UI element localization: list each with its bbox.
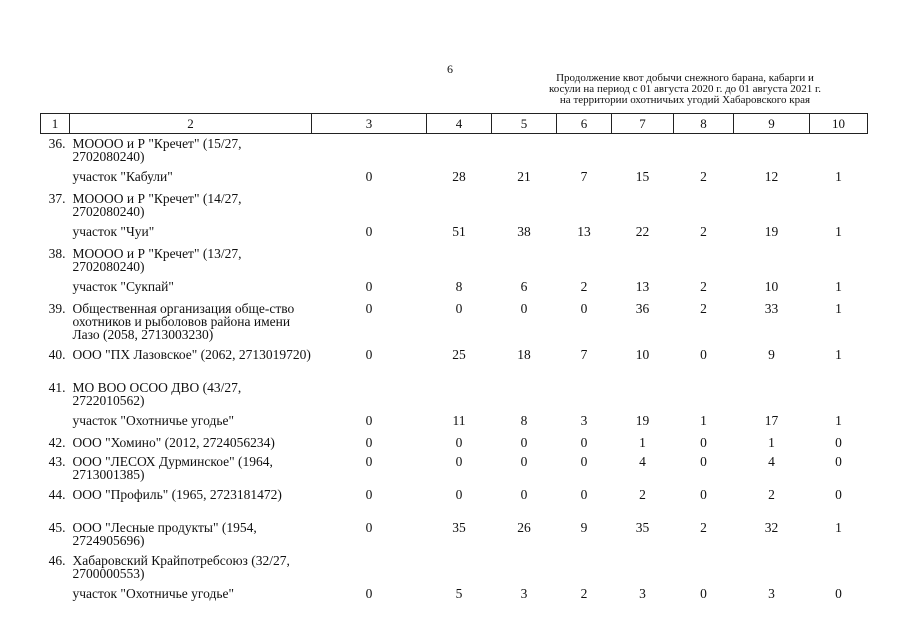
quota-value (612, 378, 674, 411)
quota-value: 2 (639, 487, 646, 502)
table-row (41, 378, 868, 411)
quota-value: 2 (700, 224, 707, 239)
quota-value: 2 (580, 279, 588, 294)
organization-name: участок "Кабули" (72, 169, 173, 184)
quota-value (492, 134, 557, 168)
quota-value: 12 (764, 169, 779, 184)
row-number: 38. (48, 246, 66, 261)
quota-value: 19 (635, 413, 650, 428)
quota-value: 0 (365, 301, 373, 316)
quota-value: 15 (635, 169, 650, 184)
organization-name: участок "Сукпай" (72, 279, 174, 294)
organization-name: участок "Чуи" (72, 224, 155, 239)
quota-value (312, 378, 427, 411)
quota-value (810, 551, 868, 584)
table-row (41, 244, 868, 277)
quota-value (810, 378, 868, 411)
quota-value: 0 (455, 487, 463, 502)
quota-value: 18 (517, 347, 531, 362)
quota-value (674, 244, 734, 277)
quota-value: 0 (580, 435, 588, 450)
row-number: 43. (48, 454, 66, 469)
quota-value (492, 378, 557, 411)
table-row (41, 452, 868, 485)
quota-value: 1 (835, 413, 842, 428)
quota-value: 7 (580, 169, 588, 184)
quota-value (612, 134, 674, 168)
quota-value (312, 551, 427, 584)
quota-value: 1 (835, 169, 842, 184)
row-number: 37. (48, 191, 66, 206)
quota-value (557, 378, 612, 411)
quota-value (492, 244, 557, 277)
quota-value (674, 551, 734, 584)
quota-value: 1 (639, 435, 646, 450)
row-number (41, 411, 70, 433)
quota-value: 3 (639, 586, 646, 601)
quota-value (312, 189, 427, 222)
row-number: 40. (48, 347, 66, 362)
quota-value: 25 (452, 347, 466, 362)
organization-name: МОООО и Р "Кречет" (14/27, 2702080240) (72, 191, 242, 219)
quota-value (810, 244, 868, 277)
quota-value: 3 (520, 586, 528, 601)
quota-value (312, 244, 427, 277)
quota-value (427, 189, 492, 222)
organization-name: ООО "Профиль" (1965, 2723181472) (72, 487, 282, 502)
quota-value: 0 (455, 454, 463, 469)
quota-value: 2 (700, 301, 707, 316)
row-number: 36. (48, 136, 66, 151)
quota-table (40, 113, 868, 606)
row-number: 46. (48, 553, 66, 568)
organization-name: Хабаровский Крайпотребсоюз (32/27, 2700000553) (72, 553, 290, 581)
quota-value: 0 (835, 435, 842, 450)
column-header: 10 (810, 114, 868, 134)
quota-value: 0 (835, 487, 842, 502)
column-header: 3 (312, 114, 427, 134)
quota-value: 21 (517, 169, 531, 184)
quota-value: 1 (835, 347, 842, 362)
row-number (41, 167, 70, 189)
quota-value: 2 (580, 586, 588, 601)
quota-value: 3 (580, 413, 588, 428)
quota-value: 0 (835, 586, 842, 601)
quota-value: 0 (580, 454, 588, 469)
organization-name: МО ВОО ОСОО ДВО (43/27, 2722010562) (72, 380, 242, 408)
caption-line-2: косули на период с 01 августа 2020 г. до 01 августа 2021 г. (548, 83, 821, 95)
table-row (41, 485, 868, 518)
quota-value: 32 (764, 520, 779, 535)
table-header-row (41, 114, 868, 134)
quota-value (492, 189, 557, 222)
quota-value: 9 (768, 347, 775, 362)
quota-value (427, 378, 492, 411)
quota-value: 11 (452, 413, 466, 428)
quota-value: 6 (520, 279, 528, 294)
quota-value: 26 (517, 520, 531, 535)
column-header: 8 (674, 114, 734, 134)
table-row (41, 189, 868, 222)
quota-value: 13 (577, 224, 591, 239)
quota-value: 0 (580, 301, 588, 316)
quota-value: 38 (517, 224, 531, 239)
organization-name: участок "Охотничье угодье" (72, 413, 234, 428)
table-row (41, 584, 868, 606)
column-header: 6 (557, 114, 612, 134)
quota-value: 13 (635, 279, 650, 294)
quota-value (734, 378, 810, 411)
quota-value: 4 (768, 454, 775, 469)
quota-value: 2 (700, 520, 707, 535)
quota-value: 1 (768, 435, 775, 450)
quota-value: 9 (580, 520, 588, 535)
quota-value (557, 244, 612, 277)
quota-value (492, 551, 557, 584)
quota-value: 0 (700, 586, 707, 601)
quota-value: 33 (764, 301, 779, 316)
quota-value (557, 134, 612, 168)
quota-value: 3 (768, 586, 775, 601)
table-row (41, 518, 868, 551)
table-body (41, 134, 868, 607)
column-header: 7 (612, 114, 674, 134)
quota-value (612, 551, 674, 584)
column-header: 9 (734, 114, 810, 134)
table-row (41, 167, 868, 189)
quota-value (427, 134, 492, 168)
organization-name: МОООО и Р "Кречет" (13/27, 2702080240) (72, 246, 242, 274)
caption-line-1: Продолжение квот добычи снежного барана, кабарги и (556, 72, 814, 84)
quota-value: 36 (635, 301, 650, 316)
quota-value: 35 (635, 520, 650, 535)
row-number: 44. (48, 487, 66, 502)
quota-value: 0 (455, 301, 463, 316)
quota-value: 1 (835, 279, 842, 294)
quota-value (427, 244, 492, 277)
quota-value (810, 189, 868, 222)
row-number (41, 584, 70, 606)
quota-value: 1 (700, 413, 707, 428)
quota-value: 0 (520, 435, 528, 450)
quota-value (674, 378, 734, 411)
quota-value: 0 (835, 454, 842, 469)
table-row (41, 433, 868, 452)
row-number: 42. (48, 435, 66, 450)
quota-value: 0 (365, 413, 373, 428)
quota-value: 10 (635, 347, 650, 362)
quota-value: 1 (835, 224, 842, 239)
quota-value: 0 (365, 224, 373, 239)
quota-value (734, 244, 810, 277)
quota-value: 22 (635, 224, 650, 239)
quota-value (810, 134, 868, 168)
row-number: 39. (48, 301, 66, 316)
quota-value: 2 (700, 169, 707, 184)
row-number (41, 222, 70, 244)
quota-value: 0 (365, 169, 373, 184)
table-row (41, 222, 868, 244)
quota-value: 7 (580, 347, 588, 362)
quota-value (734, 189, 810, 222)
quota-value: 0 (700, 454, 707, 469)
table-row (41, 345, 868, 378)
organization-name: ООО "ПХ Лазовское" (2062, 2713019720) (72, 347, 311, 362)
quota-value (557, 551, 612, 584)
quota-value: 8 (520, 413, 528, 428)
quota-value: 0 (365, 347, 373, 362)
quota-value (612, 244, 674, 277)
quota-value: 28 (452, 169, 466, 184)
table-row (41, 411, 868, 433)
quota-value (674, 189, 734, 222)
quota-value: 0 (455, 435, 463, 450)
organization-name: участок "Охотничье угодье" (72, 586, 234, 601)
quota-value: 0 (365, 454, 373, 469)
organization-name: Общественная организация обще-ство охотников и рыболовов района имени Лазо (2058, 2713003230) (72, 301, 295, 342)
organization-name: МОООО и Р "Кречет" (15/27, 2702080240) (72, 136, 242, 164)
quota-value: 2 (768, 487, 775, 502)
quota-value (557, 189, 612, 222)
column-header: 1 (41, 114, 70, 134)
quota-value: 0 (365, 435, 373, 450)
table-row (41, 551, 868, 584)
quota-value: 0 (365, 279, 373, 294)
column-header: 4 (427, 114, 492, 134)
quota-value: 0 (700, 347, 707, 362)
page-number: 6 (447, 62, 453, 76)
quota-value: 51 (452, 224, 466, 239)
organization-name: ООО "Лесные продукты" (1954, 2724905696) (72, 520, 257, 548)
quota-value: 17 (764, 413, 779, 428)
quota-value: 0 (365, 586, 373, 601)
caption-line-3: на территории охотничьих угодий Хабаровского края (559, 94, 811, 106)
quota-value: 0 (700, 435, 707, 450)
quota-value: 0 (365, 520, 373, 535)
column-header: 5 (492, 114, 557, 134)
quota-value (312, 134, 427, 168)
quota-value: 0 (520, 487, 528, 502)
table-row (41, 134, 868, 168)
quota-value (612, 189, 674, 222)
quota-value: 1 (835, 301, 842, 316)
quota-value: 8 (455, 279, 463, 294)
quota-value: 10 (764, 279, 779, 294)
table-row (41, 299, 868, 345)
quota-value: 19 (764, 224, 779, 239)
quota-value (674, 134, 734, 168)
row-number (41, 277, 70, 299)
table-row (41, 277, 868, 299)
organization-name: ООО "Хомино" (2012, 2724056234) (72, 435, 275, 450)
quota-value: 5 (455, 586, 463, 601)
quota-value: 0 (520, 454, 528, 469)
table-caption (505, 73, 865, 106)
quota-value: 35 (452, 520, 466, 535)
column-header: 2 (70, 114, 312, 134)
quota-value: 0 (580, 487, 588, 502)
row-number: 41. (48, 380, 66, 395)
quota-value: 0 (365, 487, 373, 502)
row-number: 45. (48, 520, 66, 535)
quota-value: 4 (639, 454, 646, 469)
quota-value (427, 551, 492, 584)
quota-value: 0 (520, 301, 528, 316)
quota-value (734, 134, 810, 168)
quota-value (734, 551, 810, 584)
organization-name: ООО "ЛЕСОХ Дурминское" (1964, 2713001385) (72, 454, 273, 482)
quota-value: 1 (835, 520, 842, 535)
quota-value: 2 (700, 279, 707, 294)
quota-value: 0 (700, 487, 707, 502)
